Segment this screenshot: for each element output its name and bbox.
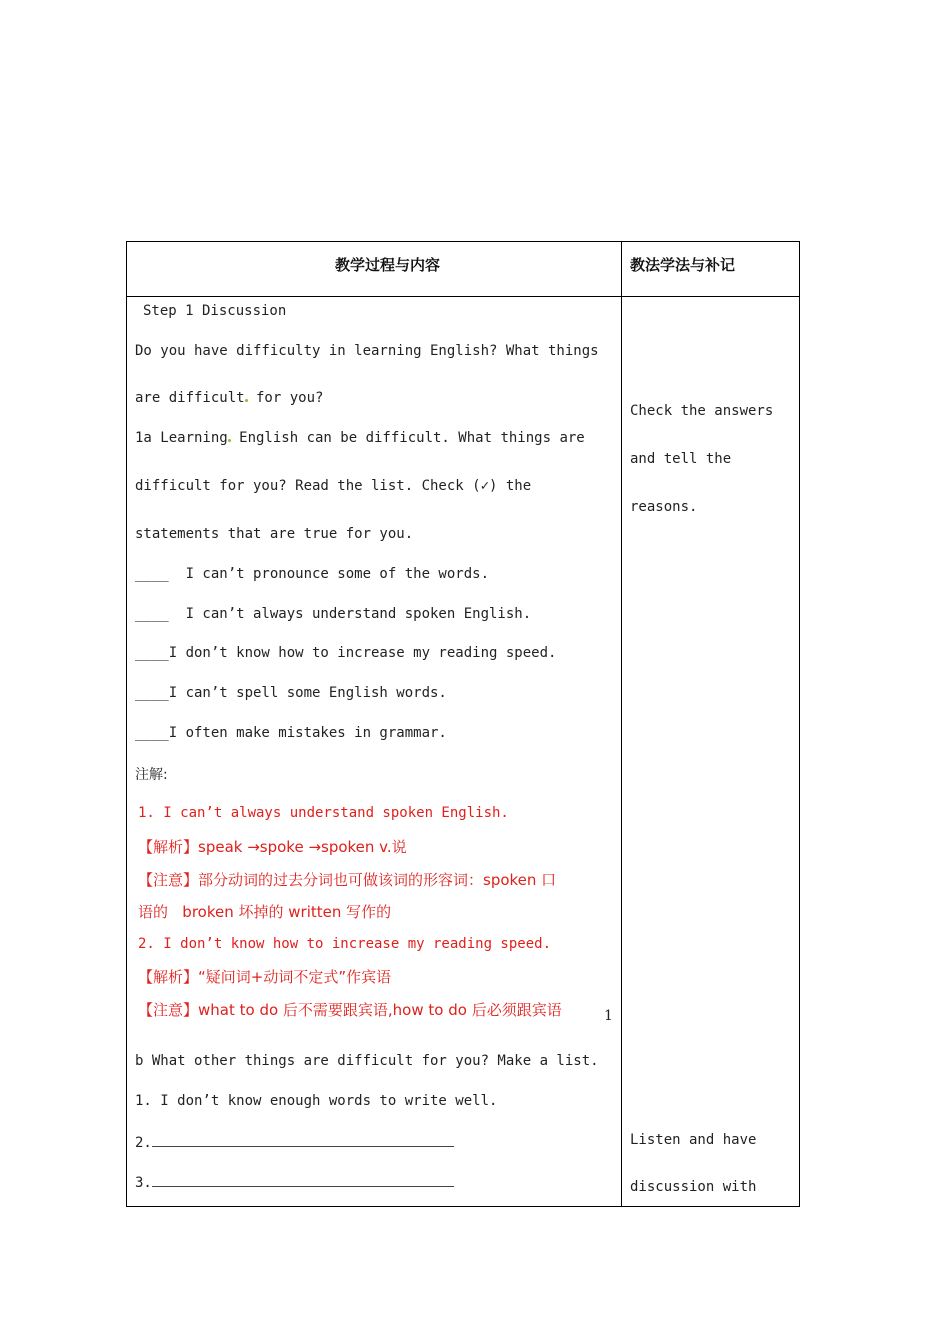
- list-item: 1. I don’t know enough words to write well.: [135, 1093, 498, 1109]
- question-line-2: are difficult for you?: [135, 390, 324, 406]
- checklist-item: ____I don’t know how to increase my reading speed.: [135, 645, 557, 661]
- note-line: 2. I don’t know how to increase my reading speed.: [138, 936, 552, 952]
- header-divider: [127, 296, 799, 297]
- notes-text: Check the answers: [630, 403, 774, 419]
- header-right: 教法学法与补记: [630, 256, 736, 274]
- note-label: 注解:: [135, 767, 168, 783]
- note-line: 1. I can’t always understand spoken English.: [138, 805, 509, 821]
- question-line-1: Do you have difficulty in learning English? What things: [135, 343, 599, 359]
- step-title: Step 1 Discussion: [143, 303, 287, 319]
- page-number: 1: [604, 1008, 613, 1024]
- note-line: 【注意】部分动词的过去分词也可做该词的形容词：spoken 口: [138, 871, 557, 889]
- checklist-item: ____I can’t spell some English words.: [135, 685, 447, 701]
- activity-1a-line-1: 1a Learning English can be difficult. What things are: [135, 430, 585, 446]
- notes-text: reasons.: [630, 499, 698, 515]
- lesson-table: [126, 241, 800, 1207]
- note-line: 语的 broken 坏掉的 written 写作的: [138, 903, 392, 921]
- note-line: 【解析】“疑问词+动词不定式”作宾语: [138, 968, 392, 986]
- checklist-item: ____ I can’t always understand spoken English.: [135, 606, 532, 622]
- activity-1a-line-3: statements that are true for you.: [135, 526, 414, 542]
- list-item-blank: 2.: [135, 1132, 454, 1151]
- checklist-item: ____ I can’t pronounce some of the words.: [135, 566, 490, 582]
- header-left: 教学过程与内容: [335, 256, 441, 274]
- activity-1a-line-2: difficult for you? Read the list. Check (✓) the: [135, 478, 532, 494]
- checklist-item: ____I often make mistakes in grammar.: [135, 725, 447, 741]
- notes-text: Listen and have: [630, 1132, 757, 1148]
- notes-text: and tell the: [630, 451, 732, 467]
- note-line: 【解析】speak →spoke →spoken v.说: [138, 838, 407, 856]
- activity-1b-line: b What other things are difficult for you? Make a list.: [135, 1053, 599, 1069]
- list-item-blank: 3.: [135, 1172, 454, 1191]
- column-divider: [621, 242, 622, 1206]
- notes-text: discussion with: [630, 1179, 757, 1195]
- note-line: 【注意】what to do 后不需要跟宾语,how to do 后必须跟宾语: [138, 1001, 562, 1019]
